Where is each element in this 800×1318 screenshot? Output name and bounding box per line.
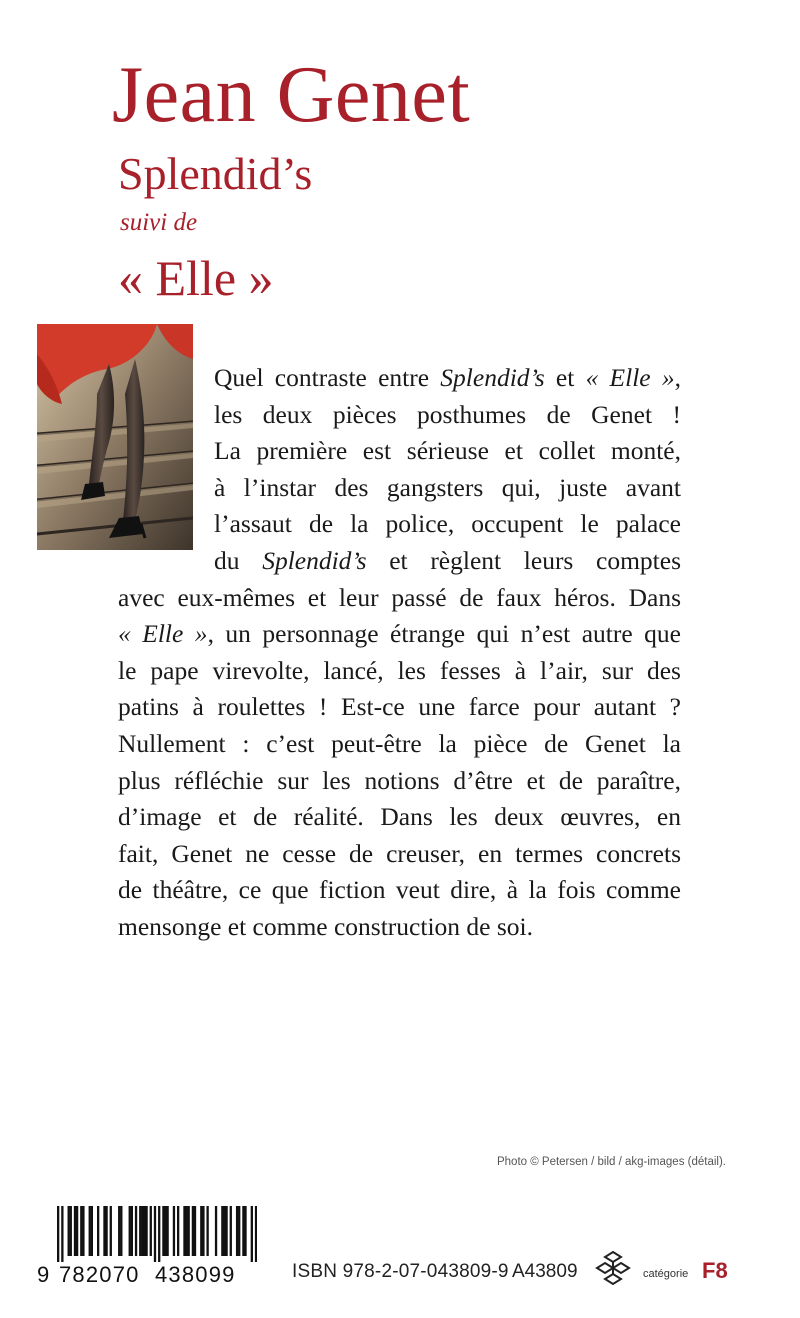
back-cover-blurb bbox=[118, 360, 681, 946]
blurb-line: patins à roulettes ! Est-ce une farce pour autant ? bbox=[118, 692, 681, 722]
barcode-bar bbox=[80, 1206, 82, 1256]
photo-credit: Photo © Petersen / bild / akg-images (détail). bbox=[496, 1156, 726, 1168]
blurb-line: l’assaut de la police, occupent le palace bbox=[214, 509, 681, 539]
barcode-bar bbox=[154, 1206, 156, 1262]
barcode-digits-right: 438099 bbox=[155, 1262, 236, 1287]
isbn: ISBN 978-2-07-043809-9 bbox=[292, 1261, 509, 1282]
barcode-bar bbox=[223, 1206, 225, 1256]
barcode-bar bbox=[185, 1206, 187, 1256]
barcode-bar bbox=[251, 1206, 253, 1262]
barcode-bar bbox=[129, 1206, 131, 1256]
barcode-bar bbox=[158, 1206, 160, 1262]
barcode-bar bbox=[89, 1206, 91, 1256]
blurb-line: avec eux-mêmes et leur passé de faux héros. Dans bbox=[118, 582, 681, 612]
barcode-bar bbox=[110, 1206, 112, 1256]
barcode-bar bbox=[173, 1206, 175, 1256]
barcode-bar bbox=[192, 1206, 194, 1256]
barcode-bar bbox=[221, 1206, 223, 1256]
barcode-bar bbox=[244, 1206, 246, 1256]
category-value: F8 bbox=[702, 1258, 728, 1283]
blurb-line: Nullement : c’est peut-être la pièce de Genet la bbox=[118, 728, 681, 758]
barcode-bar bbox=[145, 1206, 147, 1256]
blurb-line: les deux pièces posthumes de Genet ! bbox=[214, 399, 681, 429]
barcode-bar bbox=[162, 1206, 164, 1256]
blurb-line: La première est sérieuse et collet monté, bbox=[214, 436, 681, 466]
barcode-bar bbox=[103, 1206, 105, 1256]
barcode-bar bbox=[68, 1206, 70, 1256]
publisher-logo-icon bbox=[593, 1248, 633, 1288]
barcode-digits-left: 782070 bbox=[59, 1262, 140, 1287]
barcode-bar bbox=[82, 1206, 84, 1256]
barcode-bar bbox=[57, 1206, 59, 1262]
barcode-bar bbox=[105, 1206, 107, 1256]
barcode-digit-prefix: 9 bbox=[37, 1262, 51, 1287]
barcode bbox=[37, 1206, 257, 1288]
barcode-bars bbox=[57, 1206, 257, 1262]
title-elle: « Elle » bbox=[118, 250, 274, 306]
barcode-bar bbox=[242, 1206, 244, 1256]
barcode-bar bbox=[91, 1206, 93, 1256]
barcode-bar bbox=[166, 1206, 168, 1256]
barcode-bar bbox=[131, 1206, 133, 1256]
barcode-bar bbox=[135, 1206, 137, 1256]
barcode-bar bbox=[194, 1206, 196, 1256]
barcode-bar bbox=[183, 1206, 185, 1256]
category-label: catégorie bbox=[643, 1268, 689, 1280]
barcode-bar bbox=[150, 1206, 152, 1256]
blurb-line: du Splendid’s et règlent leurs comptes bbox=[214, 545, 682, 575]
connector-suivi-de: suivi de bbox=[120, 209, 198, 236]
blurb-line: le pape virevolte, lancé, les fesses à l’air, sur des bbox=[118, 655, 681, 685]
barcode-bar bbox=[238, 1206, 240, 1256]
barcode-bar bbox=[118, 1206, 120, 1256]
barcode-bar bbox=[143, 1206, 145, 1256]
blurb-line: d’image et de réalité. Dans les deux œuvres, en bbox=[118, 802, 681, 832]
barcode-bar bbox=[70, 1206, 72, 1256]
blurb-line: de théâtre, ce que fiction veut dire, à la fois comme bbox=[118, 875, 681, 905]
barcode-bar bbox=[141, 1206, 143, 1256]
barcode-bar bbox=[202, 1206, 204, 1256]
barcode-bar bbox=[120, 1206, 122, 1256]
barcode-bar bbox=[236, 1206, 238, 1256]
title-splendids: Splendid’s bbox=[118, 148, 313, 199]
blurb-line: à l’instar des gangsters qui, juste avant bbox=[214, 472, 681, 502]
barcode-bar bbox=[76, 1206, 78, 1256]
blurb-line: « Elle », un personnage étrange qui n’est autre que bbox=[118, 619, 681, 649]
barcode-bar bbox=[188, 1206, 190, 1256]
blurb-line: plus réfléchie sur les notions d’être et de paraître, bbox=[118, 765, 681, 795]
barcode-bar bbox=[139, 1206, 141, 1256]
barcode-bar bbox=[164, 1206, 166, 1256]
barcode-bar bbox=[74, 1206, 76, 1256]
barcode-bar bbox=[230, 1206, 232, 1256]
blurb-line: Quel contraste entre Splendid’s et « Elle », bbox=[214, 363, 681, 392]
barcode-bar bbox=[215, 1206, 217, 1256]
barcode-bar bbox=[200, 1206, 202, 1256]
barcode-bar bbox=[255, 1206, 257, 1262]
product-code: A43809 bbox=[512, 1261, 578, 1282]
author-name: Jean Genet bbox=[112, 51, 471, 139]
barcode-bar bbox=[61, 1206, 63, 1262]
blurb-line: mensonge et comme construction de soi. bbox=[118, 911, 533, 941]
barcode-bar bbox=[225, 1206, 227, 1256]
barcode-digits bbox=[37, 1262, 236, 1288]
barcode-bar bbox=[97, 1206, 99, 1256]
blurb-line: fait, Genet ne cesse de creuser, en termes concrets bbox=[118, 838, 681, 868]
barcode-bar bbox=[177, 1206, 179, 1256]
barcode-bar bbox=[206, 1206, 208, 1256]
